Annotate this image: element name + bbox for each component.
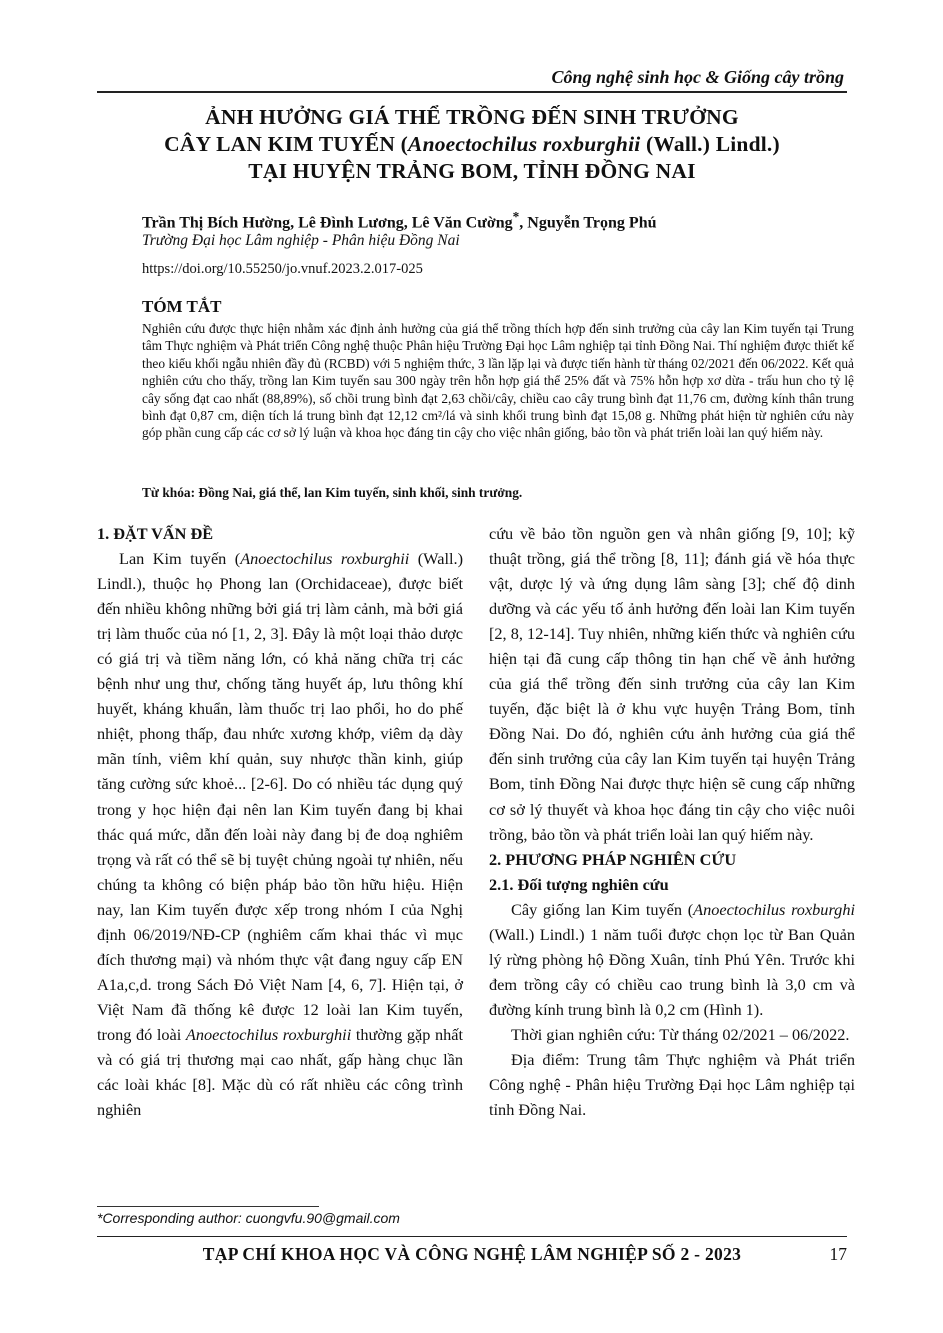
keywords: Từ khóa: Đồng Nai, giá thể, lan Kim tuyến, sinh khối, sinh trưởng. [142, 485, 523, 500]
journal-name: TẠP CHÍ KHOA HỌC VÀ CÔNG NGHỆ LÂM NGHIỆP SỐ 2 - 2023 [202, 1244, 742, 1264]
title-line-3: TẠI HUYỆN TRẢNG BOM, TỈNH ĐỒNG NAI [248, 159, 696, 183]
title-line-1: ẢNH HƯỞNG GIÁ THỂ TRỒNG ĐẾN SINH TRƯỞNG [205, 105, 739, 129]
section-2-1-heading: 2.1. Đối tượng nghiên cứu [489, 874, 669, 894]
article-title [97, 104, 847, 185]
header-rule [97, 91, 847, 93]
left-column [97, 521, 463, 1122]
footnote-rule [97, 1206, 319, 1207]
materials-paragraph [489, 897, 855, 1022]
authors-part-2: , Nguyễn Trọng Phú [519, 214, 657, 232]
doi-link[interactable]: https://doi.org/10.55250/jo.vnuf.2023.2.017-025 [142, 261, 423, 277]
title-line-2 [97, 131, 847, 158]
title-line-2-start: CÂY LAN KIM TUYẾN ( [164, 132, 409, 156]
intro-text-c: thường gặp nhất và có giá trị thương mại cao nhất, gấp hàng chục lần các loài khác [8]. Mặc dù có rất nhiều các công trình nghiên [97, 1024, 463, 1120]
right-column [489, 521, 855, 1122]
authors [142, 209, 656, 232]
intro-text-a: Lan Kim tuyến ( [119, 549, 241, 569]
intro-text-b: (Wall.) Lindl.), thuộc họ Phong lan (Orchidaceae), được biết đến nhiều không những bởi giá trị làm cảnh, mà bởi giá trị làm thuốc của nó [1, 2, 3]. Đây là một loại thảo dược có giá trị và tiềm năng lớn, có khả năng chữa trị các bệnh như ung thư, chống tăng huyết áp, lưu thông khí huyết, kháng khuẩn, làm thuốc trị lao phổi, ho do phế nhiệt, phong thấp, đau nhức xương khớp, viêm dạ dày mãn tính, viêm khí quản, suy nhược thần kinh, giúp tăng cường sức khoẻ... [2-6]. Do có nhiều tác dụng quý trong y học hiện đại nên lan Kim tuyến đang bị khai thác quá mức, dẫn đến loài này đang bị đe doạ nghiêm trọng và rất có thể sẽ bị tuyệt chủng ngoài tự nhiên, nếu chúng ta không có biện pháp bảo tồn hữu hiệu. Hiện nay, lan Kim tuyến được xếp trong nhóm I của Nghị định 06/2019/NĐ-CP (nghiêm cấm khai thác vì mục đích thương mại) và nhóm thực vật đang nguy cấp EN A1a,c,d. trong Sách Đỏ Việt Nam [4, 6, 7]. Hiện tại, ở Việt Nam đã thống kê được 12 loài lan Kim tuyến, trong đó loài [97, 549, 464, 1044]
intro-species-2: Anoectochilus roxburghii [185, 1024, 352, 1044]
footer-rule [97, 1236, 847, 1237]
intro-continued: cứu về bảo tồn nguồn gen và nhân giống [9, 10]; kỹ thuật trồng, giá thể trồng [8, 11]; đánh giá về hóa thực vật, dược lý và ứng dụng lâm sàng [3]; chế độ dinh dưỡng và các yếu tố ảnh hưởng đến loài lan Kim tuyến [2, 8, 12-14]. Tuy nhiên, những kiến thức và nghiên cứu hiện tại đã cung cấp thông tin hạn chế về ảnh hưởng của giá thể trồng đến sinh trưởng của cây lan Kim tuyến, đặc biệt là ở khu vực huyện Trảng Bom, tỉnh Đồng Nai. Do đó, nghiên cứu ảnh hưởng của giá thể đến sinh trưởng của cây lan Kim tuyến tại huyện Trảng Bom, tỉnh Đồng Nai được thực hiện sẽ cung cấp những cơ sở lý thuyết và khoa học đáng tin cậy cho việc nuôi trồng, bảo tồn và phát triển loài lan quý hiếm này. [489, 524, 855, 844]
intro-species-1: Anoectochilus roxburghii [240, 549, 410, 569]
running-head: Công nghệ sinh học & Giống cây trồng [551, 67, 844, 87]
study-location: Địa điểm: Trung tâm Thực nghiệm và Phát triển Công nghệ - Phân hiệu Trường Đại học Lâm nghiệp tại tỉnh Đồng Nai. [489, 1049, 855, 1120]
page-number: 17 [829, 1244, 847, 1264]
title-line-2-end: (Wall.) Lindl.) [640, 132, 780, 156]
materials-text-a: Cây giống lan Kim tuyến ( [511, 899, 694, 919]
corresponding-author-footnote: *Corresponding author: cuongvfu.90@gmail.com [97, 1210, 400, 1226]
section-1-heading: 1. ĐẶT VẤN ĐỀ [97, 524, 214, 543]
materials-species: Anoectochilus roxburghi [693, 899, 855, 919]
study-period: Thời gian nghiên cứu: Từ tháng 02/2021 – 06/2022. [511, 1024, 850, 1044]
intro-paragraph [97, 546, 463, 1122]
abstract-heading: TÓM TẮT [142, 297, 222, 316]
title-species: Anoectochilus roxburghii [408, 132, 641, 156]
authors-part-1: Trần Thị Bích Hường, Lê Đình Lương, Lê Văn Cường [142, 214, 513, 232]
corresponding-star: * [512, 209, 520, 224]
affiliation: Trường Đại học Lâm nghiệp - Phân hiệu Đồng Nai [142, 232, 460, 249]
materials-text-b: (Wall.) Lindl.) 1 năm tuổi được chọn lọc từ Ban Quản lý rừng phòng hộ Đồng Xuân, tỉnh Phú Yên. Trước khi đem trồng cây có chiều cao trung bình là 3,0 cm và đường kính trung bình là 0,2 cm (Hình 1). [489, 924, 855, 1019]
section-2-heading: 2. PHƯƠNG PHÁP NGHIÊN CỨU [489, 849, 737, 869]
abstract-text: Nghiên cứu được thực hiện nhằm xác định ảnh hưởng của giá thể trồng thích hợp đến sinh trưởng của cây lan Kim tuyến tại Trung tâm Thực nghiệm và Phát triển Công nghệ thuộc Phân hiệu Trường Đại học Lâm nghiệp tại tỉnh Đồng Nai. Thí nghiệm được thiết kế theo kiểu khối ngẫu nhiên đầy đủ (RCBD) với 5 nghiệm thức, 3 lần lặp lại và được tiến hành từ tháng 02/2021 đến 06/2022. Kết quả nghiên cứu cho thấy, trồng lan Kim tuyến sau 300 ngày trên hỗn hợp giá thể 25% đất và 75% hỗn hợp xơ dừa - trấu hun cho tỷ lệ cây sống đạt cao nhất (88,89%), số chồi trung bình đạt 2,63 chồi/cây, chiều cao cây trung bình đạt 11,76 cm, đường kính thân trung bình đạt 0,87 cm, diện tích lá trung bình đạt 12,12 cm²/lá và sinh khối trung bình đạt 15,08 g. Những phát hiện từ nghiên cứu này góp phần cung cấp các cơ sở lý luận và khoa học đáng tin cậy cho việc nhân giống, bảo tồn và phát triển loài lan quý hiếm này. [142, 321, 854, 441]
